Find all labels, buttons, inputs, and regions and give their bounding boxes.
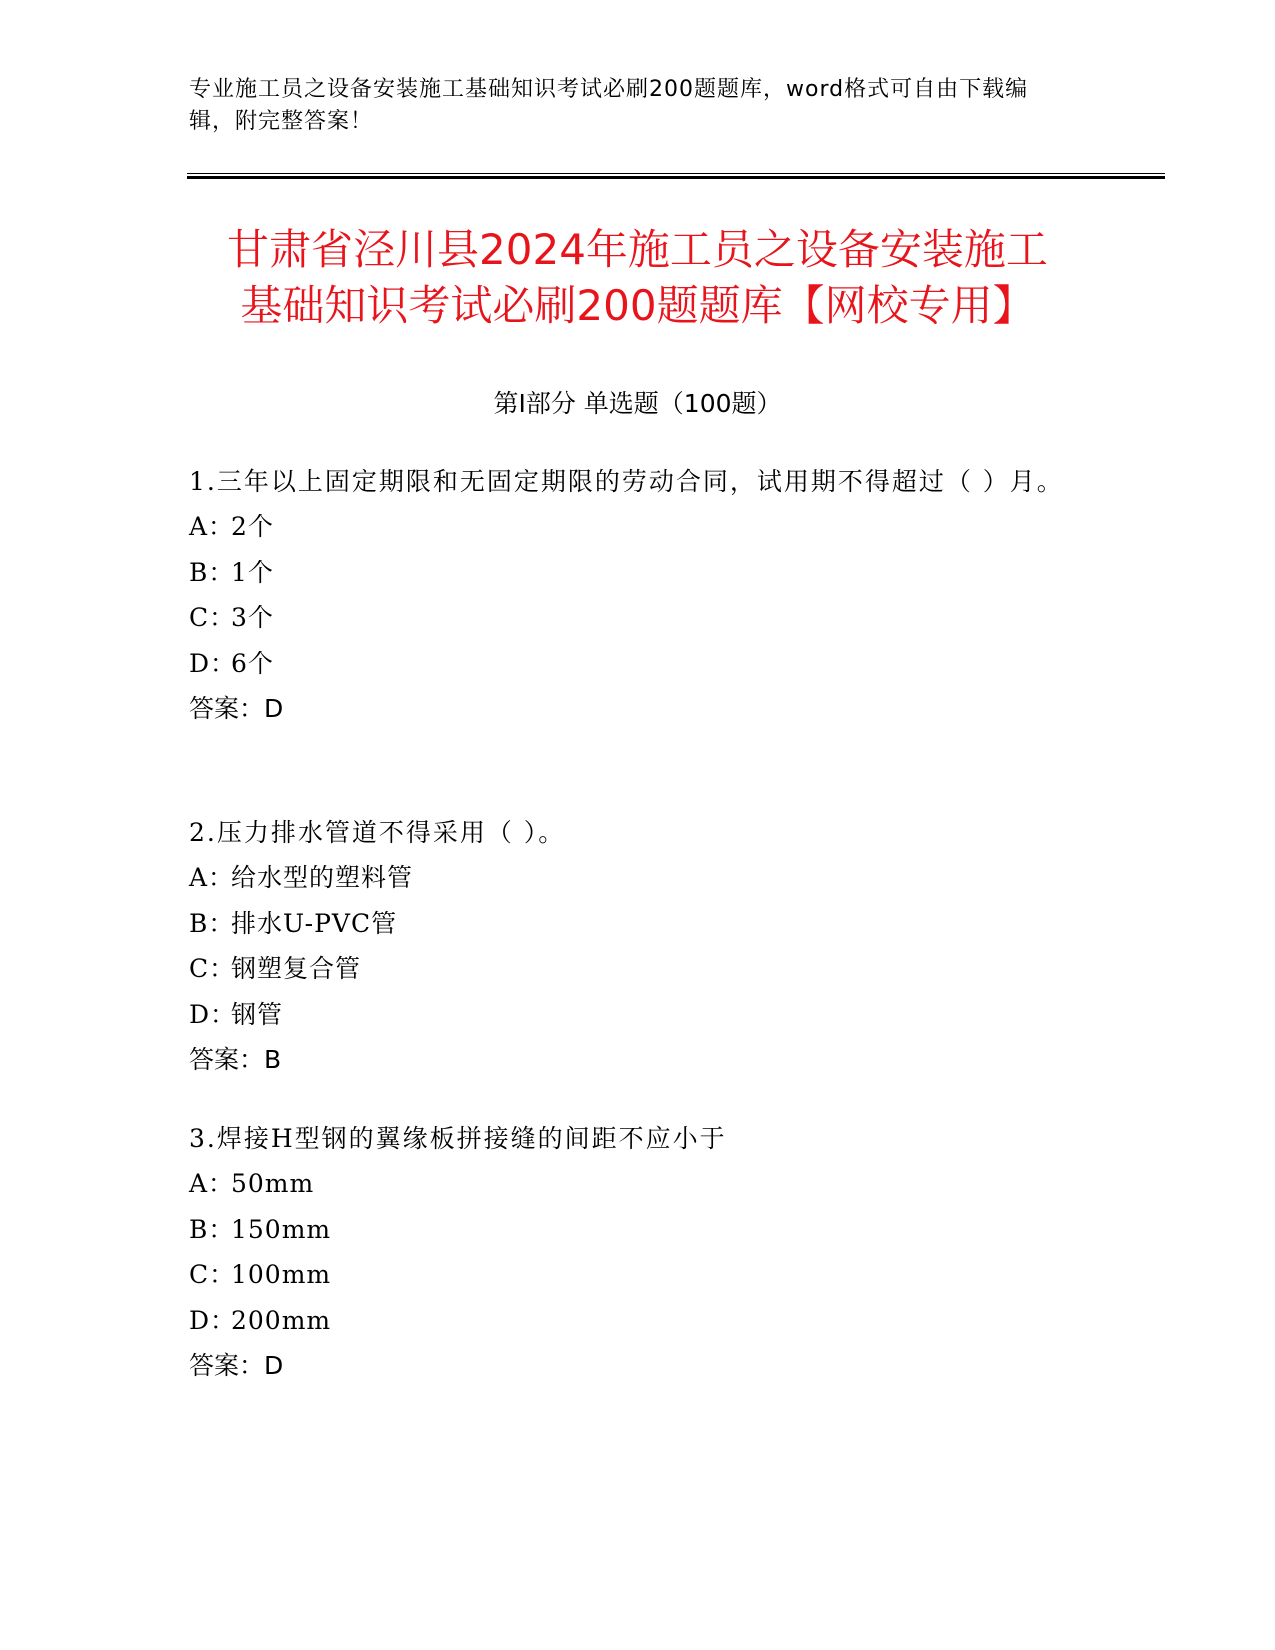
option-key: C： — [189, 954, 236, 983]
option-d — [189, 1298, 1069, 1344]
question-stem: 2.压力排水管道不得采用（ ）。 — [189, 818, 566, 847]
header-divider-thin — [187, 173, 1165, 174]
option-key: A： — [189, 1169, 235, 1198]
option-text: 钢塑复合管 — [231, 954, 362, 983]
answer-value: D — [264, 1351, 284, 1380]
option-d — [189, 641, 1069, 687]
title-line-1: 甘肃省泾川县2024年施工员之设备安装施工 — [227, 225, 1048, 274]
option-a — [189, 855, 1069, 901]
option-c — [189, 595, 1069, 641]
answer-line — [189, 1037, 1069, 1082]
header-divider-thick — [187, 176, 1165, 179]
option-c — [189, 946, 1069, 992]
title-line-2: 基础知识考试必刷200题题库【网校专用】 — [240, 281, 1035, 330]
header-note: 专业施工员之设备安装施工基础知识考试必刷200题题库，word格式可自由下载编辑，附完整答案！ — [189, 77, 1029, 134]
question-stem: 3.焊接H型钢的翼缘板拼接缝的间距不应小于 — [189, 1124, 727, 1153]
option-key: C： — [189, 603, 236, 632]
option-key: B： — [189, 908, 235, 938]
option-b — [189, 1207, 1069, 1253]
option-text: 2个 — [231, 512, 274, 541]
option-text: 200mm — [231, 1305, 332, 1335]
answer-line — [189, 1343, 1069, 1388]
option-b — [189, 550, 1069, 596]
option-key: A： — [189, 863, 235, 892]
option-text: 6个 — [231, 648, 274, 678]
answer-prefix: 答案： — [189, 694, 265, 723]
answer-prefix: 答案： — [189, 1045, 265, 1074]
section-title: 第Ⅰ部分 单选题（100题） — [493, 389, 782, 418]
question-1 — [189, 459, 1069, 731]
question-stem: 1.三年以上固定期限和无固定期限的劳动合同，试用期不得超过（ ）月。 — [189, 467, 1064, 496]
option-key: B： — [189, 557, 235, 587]
option-key: D： — [189, 648, 237, 678]
option-a — [189, 504, 1069, 550]
option-text: 50mm — [231, 1169, 315, 1198]
document-title — [160, 222, 1115, 334]
option-text: 排水U-PVC管 — [231, 908, 398, 938]
option-key: C： — [189, 1260, 236, 1289]
question-2 — [189, 810, 1069, 1082]
option-text: 100mm — [231, 1260, 332, 1289]
option-text: 3个 — [231, 603, 274, 632]
option-key: D： — [189, 1305, 237, 1335]
option-d — [189, 992, 1069, 1038]
option-c — [189, 1252, 1069, 1298]
option-key: B： — [189, 1214, 235, 1244]
option-text: 钢管 — [231, 999, 284, 1029]
answer-value: D — [264, 694, 284, 723]
option-key: D： — [189, 999, 237, 1029]
option-key: A： — [189, 512, 235, 541]
option-b — [189, 901, 1069, 947]
answer-line — [189, 686, 1069, 731]
answer-prefix: 答案： — [189, 1351, 265, 1380]
option-a — [189, 1161, 1069, 1207]
option-text: 150mm — [231, 1214, 332, 1244]
option-text: 给水型的塑料管 — [231, 863, 414, 892]
answer-value: B — [264, 1045, 282, 1074]
option-text: 1个 — [231, 557, 274, 587]
question-3 — [189, 1116, 1069, 1388]
